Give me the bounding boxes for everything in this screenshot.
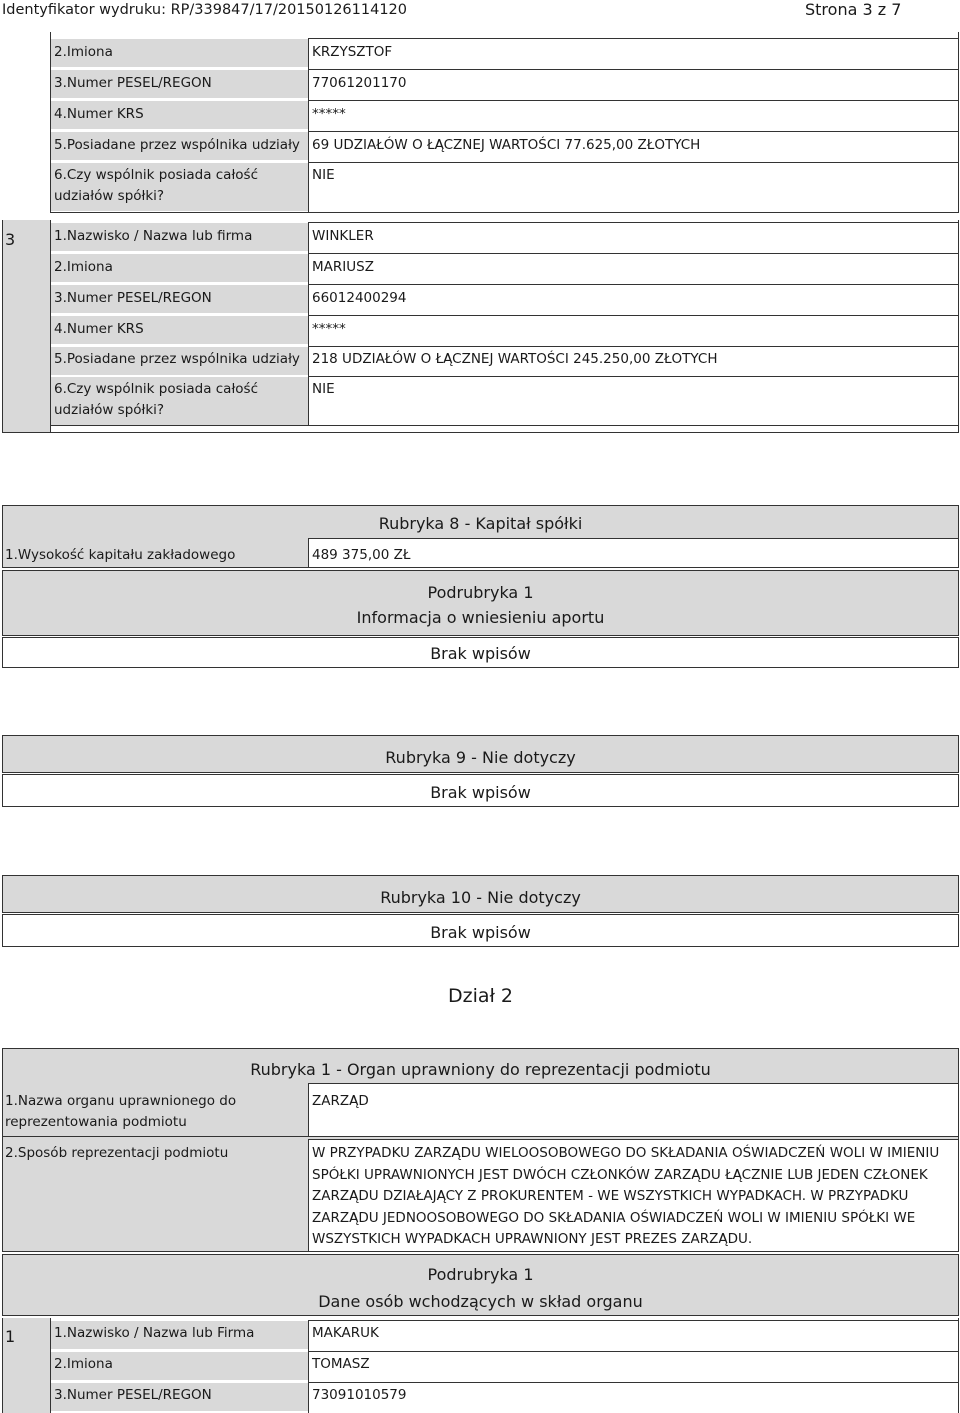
- member-number: 1: [5, 1327, 16, 1346]
- label-all-shares-2: udziałów spółki?: [54, 402, 165, 418]
- value-krs: *****: [312, 321, 346, 337]
- no-entries-text: Brak wpisów: [430, 783, 531, 802]
- organ-value: ZARZĄD: [312, 1093, 369, 1109]
- member-label-pesel: 3.Numer PESEL/REGON: [54, 1387, 212, 1403]
- organ-label-line-1: 1.Nazwa organu uprawnionego do: [5, 1093, 237, 1109]
- label-shares: 5.Posiadane przez wspólnika udziały: [54, 351, 300, 367]
- representation-label: 2.Sposób reprezentacji podmiotu: [5, 1145, 229, 1161]
- value-shares: 69 UDZIAŁÓW O ŁĄCZNEJ WARTOŚCI 77.625,00 ZŁOTYCH: [312, 137, 701, 153]
- podrubryka-1-title: Podrubryka 1: [427, 583, 534, 602]
- label-first-names: 2.Imiona: [54, 259, 113, 275]
- podrubryka-1-name: Dane osób wchodzących w skład organu: [318, 1292, 643, 1311]
- member-value-surname: MAKARUK: [312, 1325, 379, 1341]
- podrubryka-1-title: Podrubryka 1: [427, 1265, 534, 1284]
- representation-line-5: WSZYSTKICH WYPADKACH UPRAWNIONY JEST PREZES ZARZĄDU.: [312, 1231, 753, 1247]
- label-all-shares-1: 6.Czy wspólnik posiada całość: [54, 167, 259, 183]
- no-entries-text: Brak wpisów: [430, 644, 531, 663]
- value-surname: WINKLER: [312, 228, 374, 244]
- member-label-surname: 1.Nazwisko / Nazwa lub Firma: [54, 1325, 255, 1341]
- value-krs: *****: [312, 106, 346, 122]
- label-all-shares-1: 6.Czy wspólnik posiada całość: [54, 381, 259, 397]
- label-pesel: 3.Numer PESEL/REGON: [54, 290, 212, 306]
- rubryka-10-title: Rubryka 10 - Nie dotyczy: [380, 888, 581, 907]
- page-number: Strona 3 z 7: [805, 0, 902, 19]
- value-pesel: 66012400294: [312, 290, 407, 306]
- capital-label: 1.Wysokość kapitału zakładowego: [5, 547, 236, 563]
- label-shares: 5.Posiadane przez wspólnika udziały: [54, 137, 300, 153]
- no-entries-text: Brak wpisów: [430, 923, 531, 942]
- value-all-shares: NIE: [312, 381, 335, 397]
- dzial-2-title: Dział 2: [447, 985, 514, 1007]
- organ-label-line-2: reprezentowania podmiotu: [5, 1114, 187, 1130]
- value-shares: 218 UDZIAŁÓW O ŁĄCZNEJ WARTOŚCI 245.250,00 ZŁOTYCH: [312, 351, 718, 367]
- podrubryka-1-name: Informacja o wniesieniu aportu: [356, 608, 605, 627]
- value-first-names: MARIUSZ: [312, 259, 374, 275]
- member-value-first-names: TOMASZ: [312, 1356, 370, 1372]
- capital-value: 489 375,00 ZŁ: [312, 547, 411, 563]
- representation-line-4: ZARZĄDU JEDNOOSOBOWEGO DO SKŁADANIA OŚWIADCZEŃ WOLI W IMIENIU SPÓŁKI WE: [312, 1209, 916, 1226]
- rubryka-8-title: Rubryka 8 - Kapitał spółki: [378, 514, 583, 533]
- partner-number: 3: [5, 230, 16, 249]
- member-value-pesel: 73091010579: [312, 1387, 407, 1403]
- label-krs: 4.Numer KRS: [54, 321, 144, 337]
- value-pesel: 77061201170: [312, 75, 407, 91]
- label-all-shares-2: udziałów spółki?: [54, 188, 165, 204]
- rubryka-1-title: Rubryka 1 - Organ uprawniony do reprezentacji podmiotu: [250, 1060, 711, 1079]
- representation-line-2: SPÓŁKI UPRAWNIONYCH JEST DWÓCH CZŁONKÓW ZARZĄDU ŁĄCZNIE LUB JEDEN CZŁONEK: [312, 1166, 928, 1183]
- representation-line-3: ZARZĄDU DZIAŁAJĄCY Z PROKURENTEM - WE WSZYSTKICH WYPADKACH. W PRZYPADKU: [312, 1188, 909, 1204]
- label-first-names: 2.Imiona: [54, 44, 113, 60]
- value-all-shares: NIE: [312, 167, 335, 183]
- label-surname: 1.Nazwisko / Nazwa lub firma: [54, 228, 253, 244]
- print-identifier: Identyfikator wydruku: RP/339847/17/20150126114120: [2, 2, 408, 18]
- label-krs: 4.Numer KRS: [54, 106, 144, 122]
- representation-line-1: W PRZYPADKU ZARZĄDU WIELOOSOBOWEGO DO SKŁADANIA OŚWIADCZEŃ WOLI W IMIENIU: [312, 1145, 940, 1161]
- rubryka-9-title: Rubryka 9 - Nie dotyczy: [385, 748, 576, 767]
- value-first-names: KRZYSZTOF: [312, 44, 393, 60]
- member-label-first-names: 2.Imiona: [54, 1356, 113, 1372]
- label-pesel: 3.Numer PESEL/REGON: [54, 75, 212, 91]
